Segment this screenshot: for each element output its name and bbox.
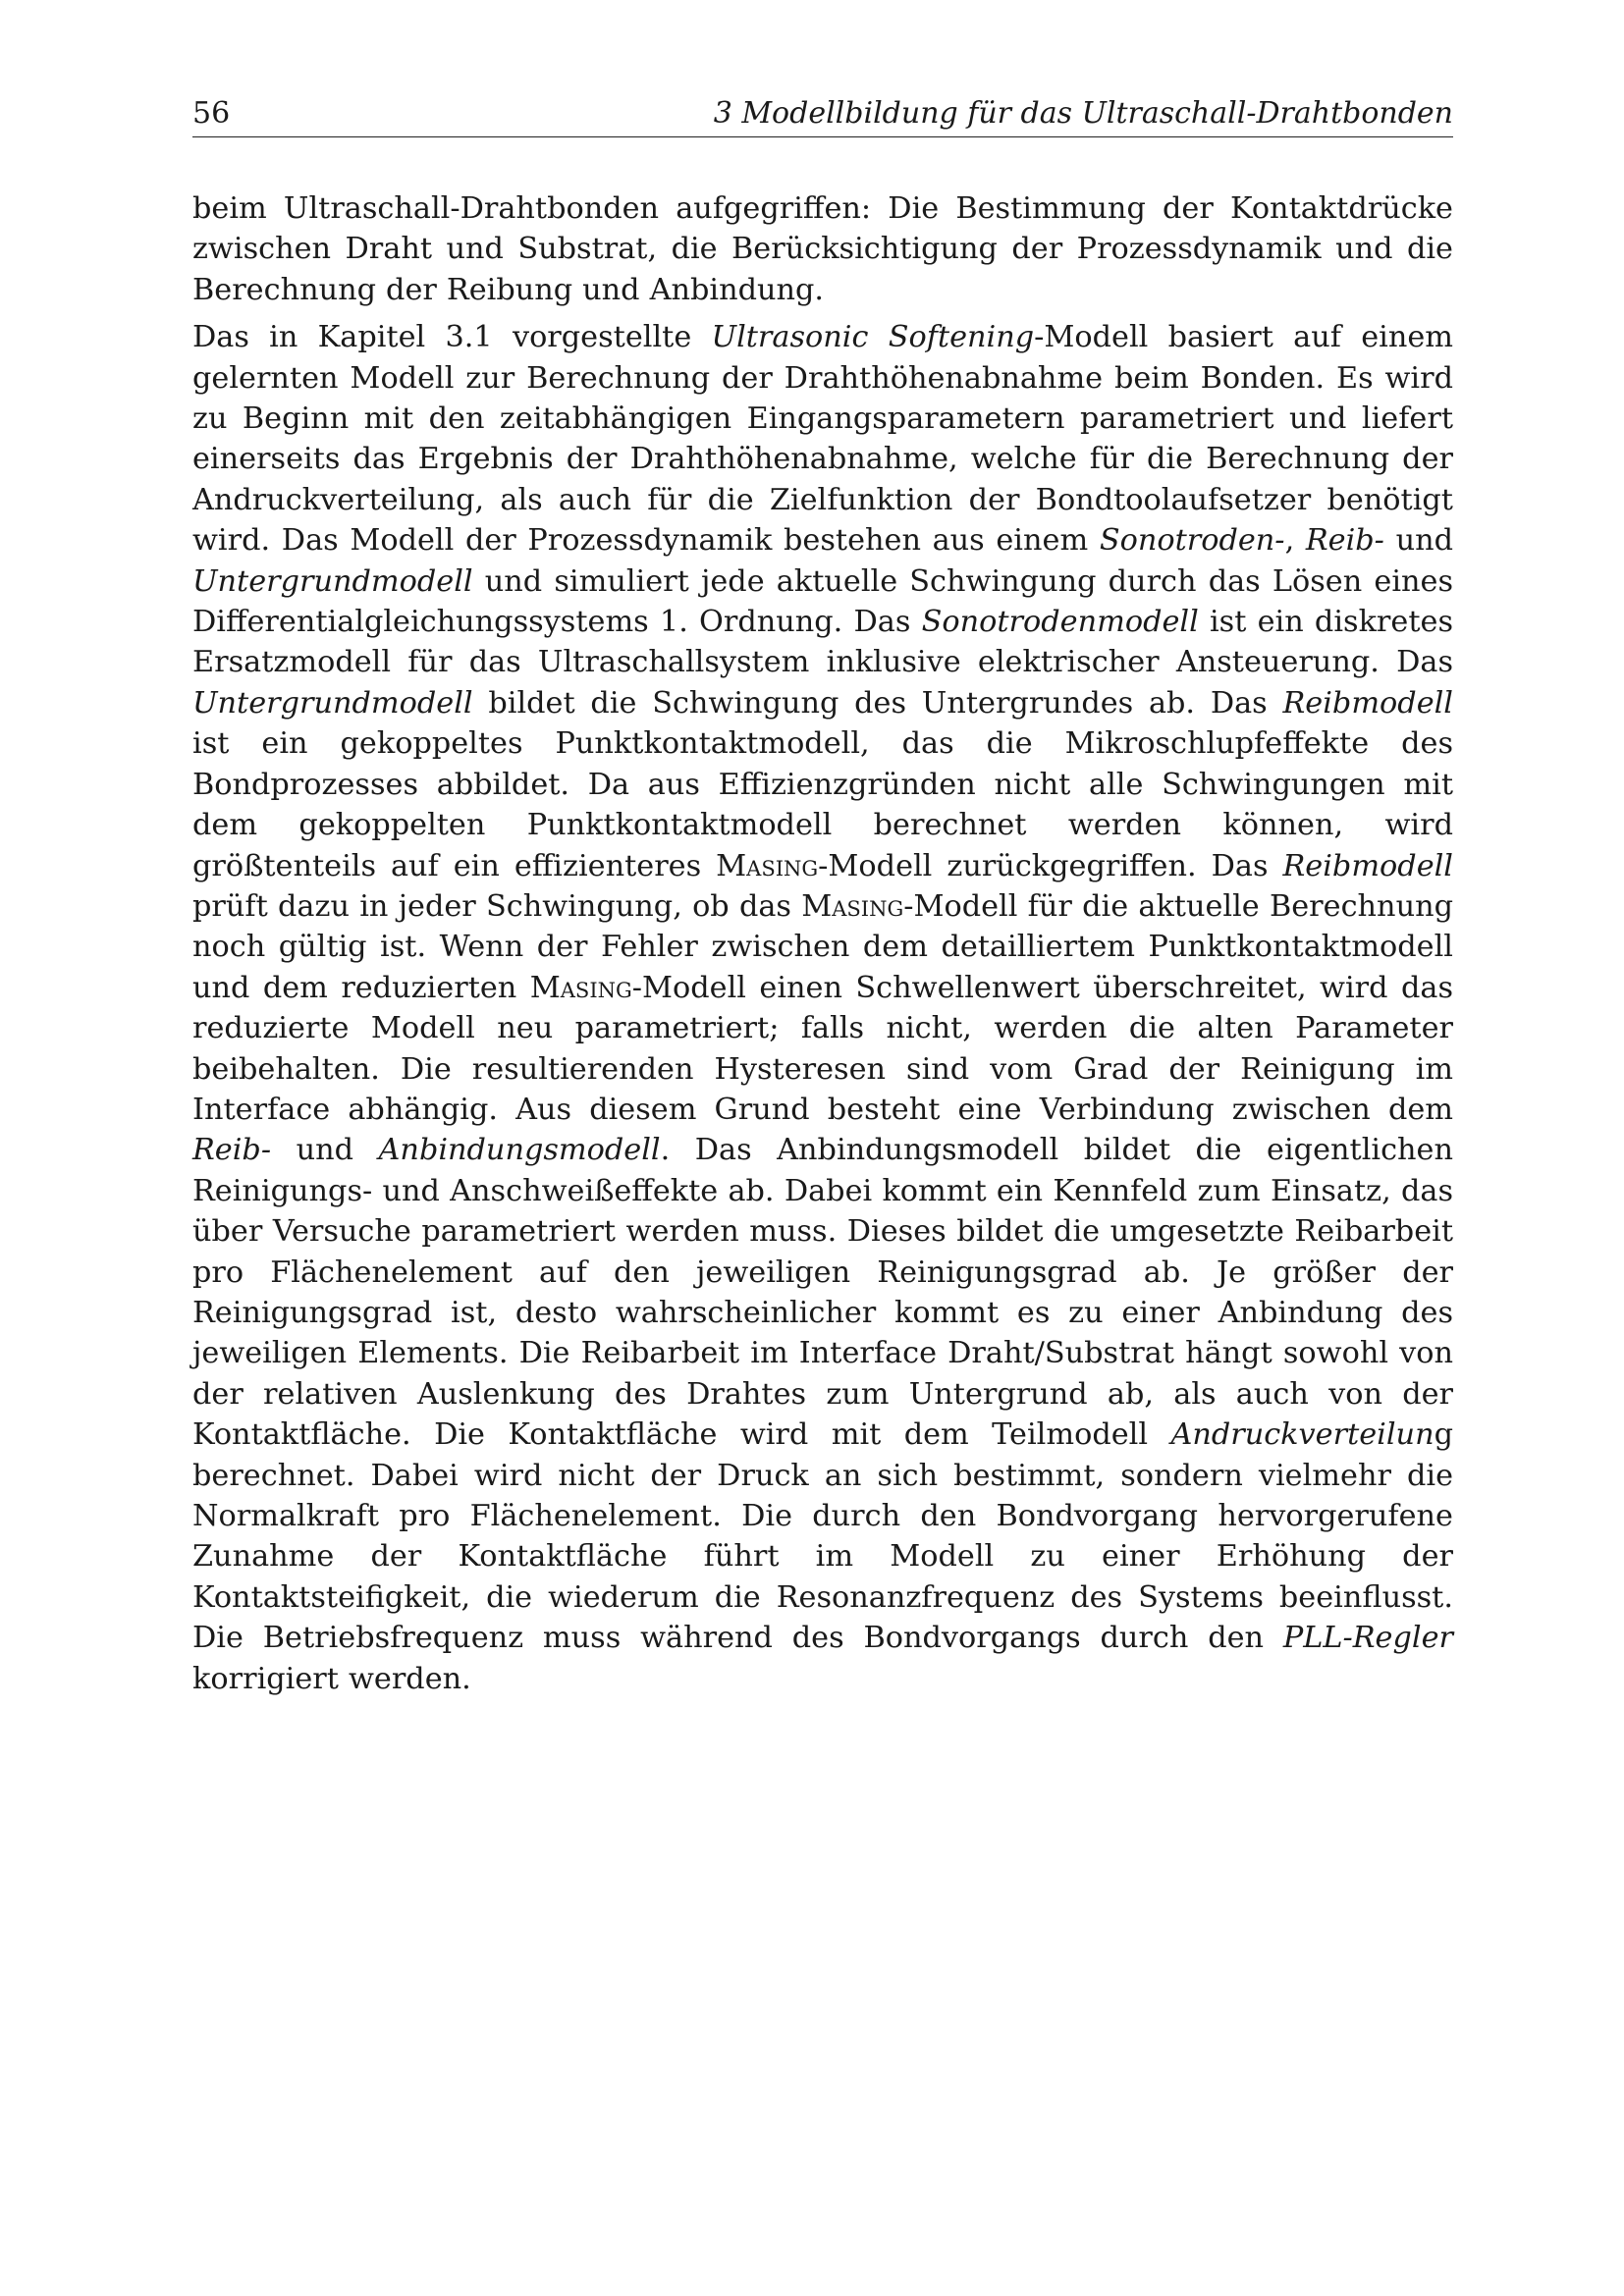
text-run: prüft dazu in jeder Schwingung, ob das: [192, 888, 802, 924]
small-caps-name: Masing: [801, 888, 904, 924]
text-run: bildet die Schwingung des Untergrundes ab. Das: [472, 685, 1283, 721]
text-run: korrigiert werden.: [192, 1661, 471, 1696]
text-run: und: [1383, 523, 1453, 559]
italic-term: Anbindungsmodell: [378, 1133, 661, 1168]
italic-term: Andruckverteilun: [1170, 1417, 1435, 1453]
italic-term: Untergrundmodell: [192, 563, 473, 599]
text-run: und simuliert jede aktuelle Schwingung durch das Lösen eines Differentialgleichungssystems 1. Ordnung. Das: [192, 563, 1453, 640]
paragraph-1: beim Ultraschall-Drahtbonden aufgegriffen: Die Bestimmung der Kontaktdrücke zwischen Draht und Substrat, die Berücksichtigung der Prozessdynamik und die Berechnung der Reibung und Anbindung.: [192, 191, 1453, 307]
text-run: g berechnet. Dabei wird nicht der Druck an sich bestimmt, sondern vielmehr die Normalkraft pro Flächenelement. Die durch den Bondvorgang hervorgerufene Zunahme der Kontaktfläche führt im Modell zu einer Erhöhung der Kontaktsteifigkeit, die wiederum die Resonanzfrequenz des Systems beeinflusst. Die Betriebsfrequenz muss während des Bondvorgangs durch den: [192, 1417, 1453, 1656]
italic-term: Reib-: [192, 1133, 272, 1168]
italic-term: Reib-: [1305, 523, 1384, 559]
text-run: . Das Anbindungsmodell bildet die eigentlichen Reinigungs- und Anschweißeffekte ab. Dabei kommt ein Kennfeld zum Einsatz, das über Versuche parametriert werden muss. Dieses bildet die umgesetzte Reibarbeit pro Flächenelement auf den jeweiligen Reinigungsgrad ab. Je größer der Reinigungsgrad ist, desto wahrscheinlicher kommt es zu einer Anbindung des jeweiligen Elements. Die Reibarbeit im Interface Draht/Substrat hängt sowohl von der relativen Auslenkung des Drahtes zum Untergrund ab, als auch von der Kontaktfläche. Die Kontaktfläche wird mit dem Teilmodell: [192, 1133, 1453, 1453]
text-run: -Modell zurückgegriffen. Das: [818, 848, 1283, 883]
paragraph-2: [192, 317, 1453, 1699]
italic-term: Sonotrodenmodell: [921, 605, 1199, 640]
italic-term: Reibmodell: [1282, 685, 1453, 721]
text-run: -Modell einen Schwellenwert überschreitet, wird das reduzierte Modell neu parametriert; falls nicht, werden die alten Parameter beibehalten. Die resultierenden Hysteresen sind vom Grad der Reinigung im Interface abhängig. Aus diesem Grund besteht eine Verbindung zwischen dem: [192, 970, 1453, 1127]
text-run: -Modell für die aktuelle Berechnung noch gültig ist. Wenn der Fehler zwischen dem detailliertem Punktkontaktmodell und dem reduzierten: [192, 888, 1453, 1005]
italic-term: Sonotroden-: [1099, 523, 1285, 559]
small-caps-name: Masing: [529, 970, 632, 1005]
italic-term: PLL-Regler: [1282, 1621, 1453, 1656]
running-head: [192, 94, 1453, 133]
text-run: ist ein gekoppeltes Punktkontaktmodell, das die Mikroschlupfeffekte des Bondprozesses abbildet. Da aus Effizienzgründen nicht alle Schwingungen mit dem gekoppelten Punktkontaktmodell berechnet werden können, wird größtenteils auf ein effizienteres: [192, 726, 1453, 883]
text-run: -Modell basiert auf einem gelernten Modell zur Berechnung der Drahthöhenabnahme beim Bonden. Es wird zu Beginn mit den zeitabhängigen Eingangsparametern parametriert und liefert einerseits das Ergebnis der Drahthöhenabnahme, welche für die Berechnung der Andruckverteilung, als auch für die Zielfunktion der Bondtoolaufsetzer benötigt wird. Das Modell der Prozessdynamik bestehen aus einem: [192, 320, 1454, 559]
italic-term: Ultrasonic Softening: [711, 320, 1035, 355]
text-run: und: [271, 1133, 379, 1168]
header-rule: [192, 136, 1453, 137]
text-run: ist ein diskretes Ersatzmodell für das Ultraschallsystem inklusive elektrischer Ansteuerung. Das: [192, 605, 1453, 680]
chapter-title: 3 Modellbildung für das Ultraschall-Drahtbonden: [713, 96, 1453, 131]
small-caps-name: Masing: [716, 848, 819, 883]
italic-term: Untergrundmodell: [192, 685, 473, 721]
italic-term: Reibmodell: [1282, 848, 1453, 883]
page-number: 56: [192, 96, 231, 131]
text-run: Das in Kapitel 3.1 vorgestellte: [192, 320, 712, 355]
body-text: [192, 188, 1453, 1706]
text-run: ,: [1284, 523, 1306, 559]
